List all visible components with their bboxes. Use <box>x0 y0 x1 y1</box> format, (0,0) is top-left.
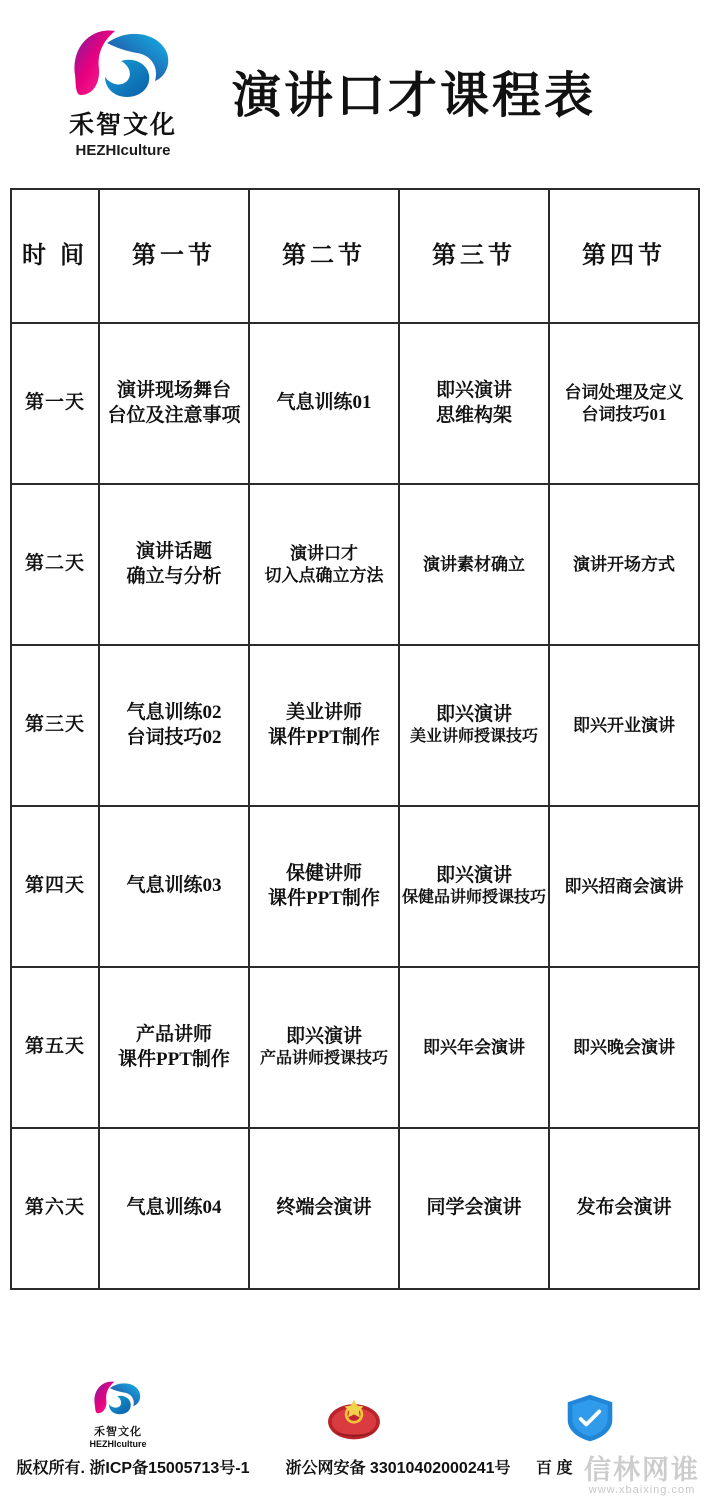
cell-day2-period2: 演讲口才 切入点确立方法 <box>249 484 399 645</box>
table-row <box>11 323 699 484</box>
trust-shield[interactable] <box>472 1392 708 1449</box>
footer-icon-row <box>0 1355 708 1449</box>
logo-text-cn: 禾智文化 <box>68 111 177 139</box>
cell-day5-period3: 即兴年会演讲 <box>399 967 549 1128</box>
police-badge[interactable] <box>236 1394 472 1449</box>
cell-day2-period4: 演讲开场方式 <box>549 484 699 645</box>
cell-day6-period2: 终端会演讲 <box>249 1128 399 1289</box>
footer-logo-text-cn: 禾智文化 <box>94 1426 142 1438</box>
table-row <box>11 1128 699 1289</box>
row-label-day: 第一天 <box>11 323 99 484</box>
row-label-day: 第二天 <box>11 484 99 645</box>
col-header-period-2: 第二节 <box>249 189 399 323</box>
police-badge-icon <box>324 1394 384 1444</box>
col-header-period-3: 第三节 <box>399 189 549 323</box>
cell-day5-period4: 即兴晚会演讲 <box>549 967 699 1128</box>
col-header-period-1: 第一节 <box>99 189 249 323</box>
table-row <box>11 967 699 1128</box>
cell-day2-period1: 演讲话题 确立与分析 <box>99 484 249 645</box>
cell-day1-period2: 气息训练01 <box>249 323 399 484</box>
watermark-url-text: www.xbaixing.com <box>588 1484 696 1496</box>
copyright-icp-text: 版权所有. 浙ICP备15005713号-1 <box>16 1460 250 1477</box>
table-row <box>11 806 699 967</box>
table-header-row <box>11 189 699 323</box>
cell-day6-period3: 同学会演讲 <box>399 1128 549 1289</box>
cell-day6-period1: 气息训练04 <box>99 1128 249 1289</box>
footer-brand-logo <box>0 1378 236 1449</box>
cell-day1-period3: 即兴演讲 思维构架 <box>399 323 549 484</box>
schedule-table <box>10 188 700 1290</box>
cell-day3-period3: 即兴演讲 美业讲师授课技巧 <box>399 645 549 806</box>
watermark-main-text: 信林网谁 <box>584 1455 700 1485</box>
blue-shield-check-icon <box>562 1392 618 1444</box>
hezhi-wave-logo-small-icon <box>91 1378 145 1418</box>
cell-day1-period4: 台词处理及定义 台词技巧01 <box>549 323 699 484</box>
cell-day4-period4: 即兴招商会演讲 <box>549 806 699 967</box>
cell-day3-period2: 美业讲师 课件PPT制作 <box>249 645 399 806</box>
cell-day3-period4: 即兴开业演讲 <box>549 645 699 806</box>
cell-day5-period1: 产品讲师 课件PPT制作 <box>99 967 249 1128</box>
col-header-time: 时 间 <box>11 189 99 323</box>
footer-logo-text-en: HEZHIculture <box>89 1439 147 1449</box>
cell-day2-period3: 演讲素材确立 <box>399 484 549 645</box>
table-row <box>11 645 699 806</box>
logo-text-en: HEZHIculture <box>75 142 171 159</box>
row-label-day: 第五天 <box>11 967 99 1128</box>
col-header-period-4: 第四节 <box>549 189 699 323</box>
baidu-label[interactable]: 百 度 <box>536 1460 573 1477</box>
page-footer <box>0 1355 708 1500</box>
cell-day6-period4: 发布会演讲 <box>549 1128 699 1289</box>
cell-day5-period2: 即兴演讲 产品讲师授课技巧 <box>249 967 399 1128</box>
schedule-table-wrap <box>10 188 698 1290</box>
cell-day4-period2: 保健讲师 课件PPT制作 <box>249 806 399 967</box>
watermark <box>584 1457 700 1496</box>
brand-logo <box>48 25 198 159</box>
page-title: 演讲口才课程表 <box>232 68 597 123</box>
row-label-day: 第四天 <box>11 806 99 967</box>
page-header <box>0 0 708 170</box>
row-label-day: 第三天 <box>11 645 99 806</box>
hezhi-wave-logo-icon <box>67 25 179 103</box>
row-label-day: 第六天 <box>11 1128 99 1289</box>
public-security-record-text: 浙公网安备 33010402000241号 <box>285 1460 511 1477</box>
cell-day4-period3: 即兴演讲 保健品讲师授课技巧 <box>399 806 549 967</box>
cell-day4-period1: 气息训练03 <box>99 806 249 967</box>
cell-day3-period1: 气息训练02 台词技巧02 <box>99 645 249 806</box>
cell-day1-period1: 演讲现场舞台 台位及注意事项 <box>99 323 249 484</box>
table-row <box>11 484 699 645</box>
